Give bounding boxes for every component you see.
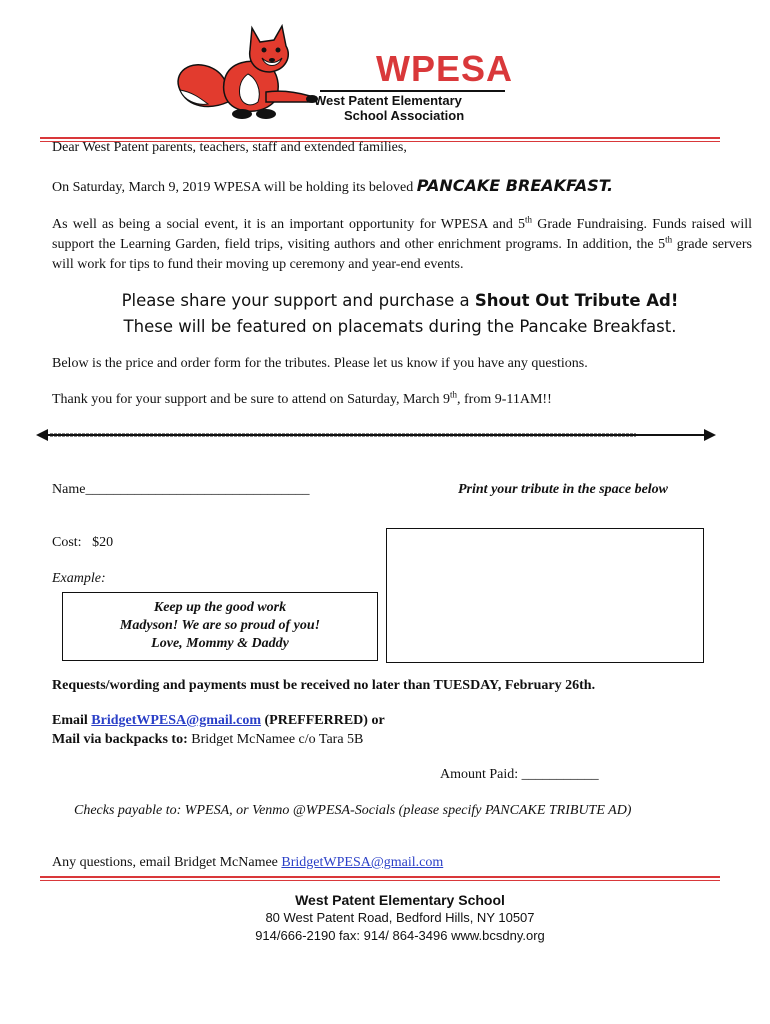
- callout-line2: These will be featured on placemats during the Pancake Breakfast.: [123, 317, 677, 336]
- email-label: Email: [52, 713, 92, 728]
- footer-rule: [40, 876, 720, 878]
- callout: [0, 288, 770, 340]
- callout-line1-text: Please share your support and purchase a: [121, 291, 475, 310]
- footer-rule-2: [40, 880, 720, 881]
- print-instruction: Print your tribute in the space below: [458, 482, 669, 497]
- example-line-2: Madyson! We are so proud of you!: [119, 618, 321, 633]
- name-field[interactable]: [52, 480, 309, 500]
- tribute-write-box[interactable]: [386, 528, 704, 663]
- cost-label: Cost: $20: [52, 535, 114, 550]
- callout-line1: [0, 288, 770, 314]
- footer-school-name: West Patent Elementary School: [295, 892, 505, 908]
- thanks-text-b: , from 9-11AM!!: [457, 392, 552, 407]
- intro-text: On Saturday, March 9, 2019 WPESA will be holding its beloved: [52, 180, 417, 195]
- para1-part-a: As well as being a social event, it is an important opportunity for WPESA and 5: [52, 217, 526, 232]
- footer-address: 80 West Patent Road, Bedford Hills, NY 10507: [265, 910, 535, 925]
- mail-line: [52, 730, 363, 750]
- email-suffix: (PREFFERRED) or: [261, 713, 385, 728]
- para1-part-b: Grade Fundraising. Funds raised will support the Learning Garden, field trips, visiting authors and other enrichment programs. In addition, the 5: [52, 217, 753, 252]
- thanks-sup: th: [450, 389, 458, 400]
- logo-wordmark: WPESA: [376, 48, 514, 89]
- fox-mascot-icon: [170, 18, 320, 128]
- logo-divider: [320, 90, 505, 92]
- example-label: Example:: [52, 571, 106, 586]
- footer: [0, 891, 770, 945]
- example-line-1: Keep up the good work: [153, 600, 287, 615]
- logo-org-line2: School Association: [344, 108, 465, 123]
- paragraph-fundraising: [52, 215, 752, 275]
- logo: [170, 18, 514, 128]
- questions-email-link[interactable]: BridgetWPESA@gmail.com: [281, 855, 444, 870]
- footer-contact: 914/666-2190 fax: 914/ 864-3496 www.bcsdny.org: [255, 928, 545, 943]
- example-line-3: Love, Mommy & Daddy: [151, 636, 289, 651]
- intro-paragraph: [52, 176, 613, 198]
- price-note: Below is the price and order form for the tributes. Please let us know if you have any questions.: [52, 356, 588, 371]
- thanks-text-a: Thank you for your support and be sure to attend on Saturday, March 9: [52, 392, 450, 407]
- intro-event: PANCAKE BREAKFAST.: [416, 176, 614, 195]
- para1-sup-2: th: [665, 234, 673, 245]
- questions-line: [52, 853, 443, 873]
- para1-part-c: grade servers will work for tips to fund their moving up ceremony and year-end events.: [52, 237, 752, 272]
- name-label: Name: [52, 482, 86, 497]
- logo-org-line1: West Patent Elementary: [314, 93, 462, 108]
- name-input-line[interactable]: ________________________________: [85, 482, 310, 497]
- mail-label: Mail via backpacks to:: [52, 732, 192, 747]
- greeting: Dear West Patent parents, teachers, staff and extended families,: [52, 140, 407, 155]
- checks-note: Checks payable to: WPESA, or Venmo @WPESA-Socials (please specify PANCAKE TRIBUTE AD): [74, 803, 632, 818]
- thanks-note: [52, 390, 552, 410]
- amount-paid-field[interactable]: Amount Paid: ___________: [440, 767, 599, 782]
- callout-line1-emphasis: Shout Out Tribute Ad!: [474, 291, 679, 310]
- mail-recipient: Bridget McNamee c/o Tara 5B: [191, 732, 364, 747]
- deadline-note: Requests/wording and payments must be received no later than TUESDAY, February 26th.: [52, 678, 596, 693]
- example-box: [62, 592, 378, 661]
- email-link[interactable]: BridgetWPESA@gmail.com: [91, 713, 262, 728]
- questions-text: Any questions, email Bridget McNamee: [52, 855, 282, 870]
- para1-sup-1: th: [525, 214, 533, 225]
- email-line: [52, 711, 385, 731]
- cut-line-arrow-icon: [36, 427, 716, 443]
